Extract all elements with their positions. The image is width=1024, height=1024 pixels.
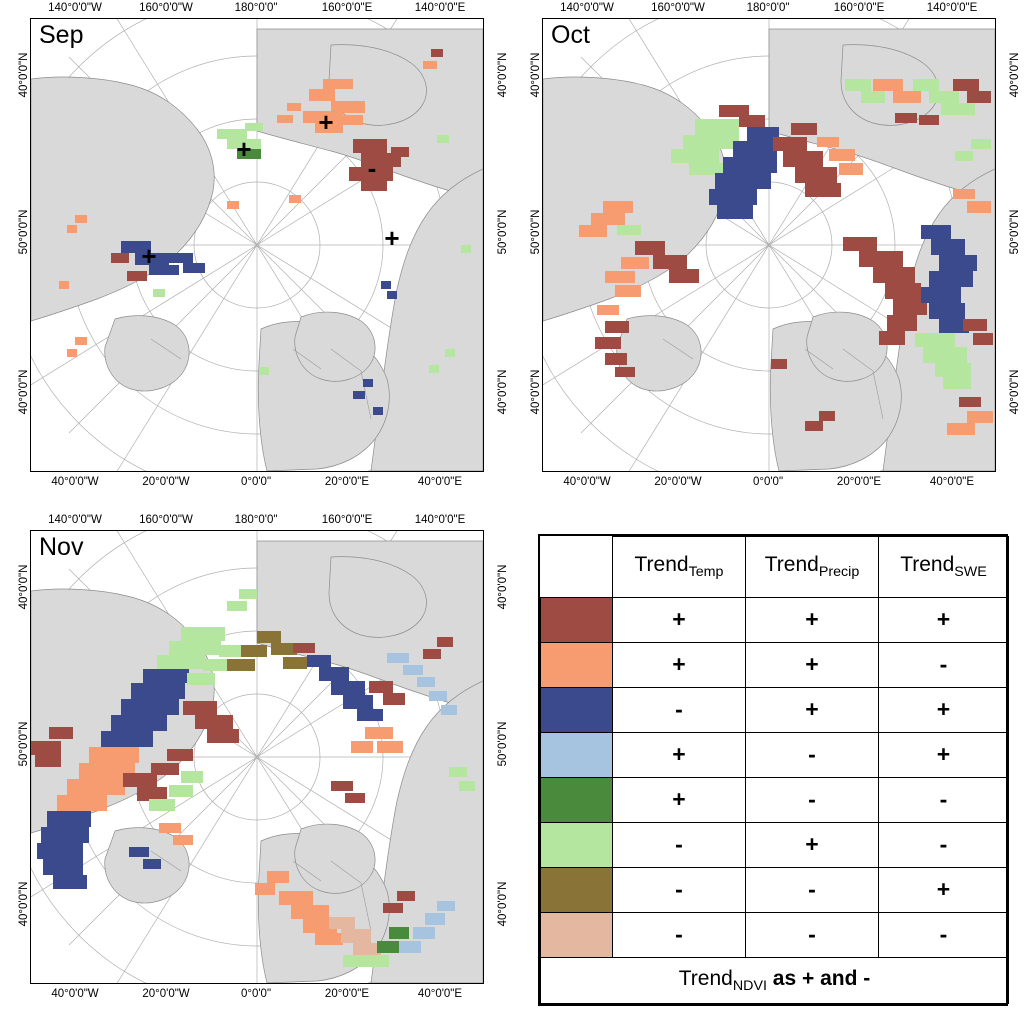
tick-bottom-4: 20°0'0"E [324, 476, 370, 488]
tick-left-2: 50°0'0"N [18, 721, 30, 767]
legend-header-temp [613, 537, 746, 598]
legend-cell-precip-5: - [746, 777, 879, 822]
tick-left-1: 40°0'0"N [530, 52, 542, 98]
tick-left-2: 50°0'0"N [530, 209, 542, 255]
map-graphic-oct [543, 19, 995, 471]
legend-swatch-4 [541, 732, 613, 777]
legend-swatch-2 [541, 642, 613, 687]
tick-left-1: 40°0'0"N [18, 52, 30, 98]
svg-text:+: + [141, 241, 157, 271]
tick-top-4: 160°0'0"E [833, 2, 885, 14]
legend-row [541, 687, 1009, 732]
legend-header-blank [541, 537, 613, 598]
legend-row [541, 777, 1009, 822]
tick-left-1: 40°0'0"N [18, 564, 30, 610]
panel-label-oct: Oct [551, 21, 590, 49]
legend-row [541, 642, 1009, 687]
map-panel-sep [0, 0, 512, 512]
legend-cell-temp-6: - [613, 822, 746, 867]
legend-cell-temp-2: + [613, 642, 746, 687]
legend-cell-swe-3: + [879, 687, 1009, 732]
legend-cell-swe-7: + [879, 867, 1009, 912]
legend-cell-swe-2: - [879, 642, 1009, 687]
svg-text:+: + [236, 134, 252, 164]
legend-swatch-6 [541, 822, 613, 867]
legend-footer-sub: NDVI [732, 978, 767, 995]
legend-header-swe-sub: SWE [954, 564, 987, 581]
tick-bottom-4: 20°0'0"E [324, 988, 370, 1000]
tick-left-3: 40°0'0"N [18, 369, 30, 415]
legend-cell-swe-5: - [879, 777, 1009, 822]
legend-cell-swe-4: + [879, 732, 1009, 777]
panel-label-nov: Nov [39, 533, 84, 561]
tick-right-3: 40°0'0"N [497, 881, 509, 927]
map-panel-nov [0, 512, 512, 1024]
tick-bottom-1: 40°0'0"W [563, 476, 611, 488]
legend-swatch-8 [541, 912, 613, 957]
legend-row [541, 912, 1009, 957]
map-graphic-sep [31, 19, 483, 471]
tick-bottom-3: 0°0'0" [752, 476, 784, 488]
legend-cell-temp-4: + [613, 732, 746, 777]
legend-cell-swe-1: + [879, 597, 1009, 642]
legend-cell-temp-1: + [613, 597, 746, 642]
legend-header-swe [879, 537, 1009, 598]
legend-cell-precip-2: + [746, 642, 879, 687]
legend-header-temp-text: Trend [634, 553, 689, 577]
legend-header-precip [746, 537, 879, 598]
tick-top-3: 180°0'0" [234, 2, 278, 14]
legend-swatch-7 [541, 867, 613, 912]
legend-footer-before: Trend [678, 966, 733, 990]
tick-left-2: 50°0'0"N [18, 209, 30, 255]
tick-bottom-2: 20°0'0"W [654, 476, 702, 488]
svg-text:-: - [367, 153, 377, 183]
legend-header-precip-text: Trend [764, 553, 819, 577]
legend-cell-precip-1: + [746, 597, 879, 642]
tick-bottom-5: 40°0'0"E [929, 476, 975, 488]
tick-top-1: 140°0'0"W [560, 2, 614, 14]
map-panel-oct [512, 0, 1024, 512]
legend-cell-precip-6: + [746, 822, 879, 867]
tick-bottom-4: 20°0'0"E [836, 476, 882, 488]
legend-header-precip-sub: Precip [818, 564, 860, 581]
map-frame-sep [30, 18, 484, 472]
tick-bottom-5: 40°0'0"E [417, 476, 463, 488]
tick-right-2: 50°0'0"N [497, 209, 509, 255]
tick-bottom-2: 20°0'0"W [142, 988, 190, 1000]
legend-row [541, 732, 1009, 777]
tick-right-3: 40°0'0"N [1009, 369, 1021, 415]
legend-row [541, 822, 1009, 867]
legend-cell-temp-3: - [613, 687, 746, 732]
tick-bottom-3: 0°0'0" [240, 988, 272, 1000]
tick-top-2: 160°0'0"W [139, 2, 193, 14]
tick-top-2: 160°0'0"W [139, 514, 193, 526]
tick-top-4: 160°0'0"E [321, 514, 373, 526]
legend-cell-temp-8: - [613, 912, 746, 957]
legend-swatch-3 [541, 687, 613, 732]
legend-header-swe-text: Trend [900, 553, 955, 577]
legend-cell-precip-8: - [746, 912, 879, 957]
tick-bottom-1: 40°0'0"W [51, 476, 99, 488]
tick-left-3: 40°0'0"N [530, 369, 542, 415]
tick-bottom-5: 40°0'0"E [417, 988, 463, 1000]
tick-bottom-2: 20°0'0"W [142, 476, 190, 488]
map-graphic-nov [31, 531, 483, 983]
tick-right-2: 50°0'0"N [1009, 209, 1021, 255]
legend-cell-precip-3: + [746, 687, 879, 732]
legend-footer-after: as + and - [766, 966, 871, 990]
legend-cell-swe-8: - [879, 912, 1009, 957]
tick-top-3: 180°0'0" [746, 2, 790, 14]
tick-right-1: 40°0'0"N [497, 52, 509, 98]
tick-right-1: 40°0'0"N [1009, 52, 1021, 98]
legend-table [538, 534, 1008, 1006]
legend-cell-precip-7: - [746, 867, 879, 912]
tick-top-5: 140°0'0"E [414, 2, 466, 14]
tick-right-3: 40°0'0"N [497, 369, 509, 415]
map-frame-nov [30, 530, 484, 984]
legend-cell-precip-4: - [746, 732, 879, 777]
legend-cell-temp-5: + [613, 777, 746, 822]
legend-swatch-5 [541, 777, 613, 822]
tick-top-3: 180°0'0" [234, 514, 278, 526]
legend-cell-temp-7: - [613, 867, 746, 912]
tick-left-3: 40°0'0"N [18, 881, 30, 927]
panel-label-sep: Sep [39, 21, 84, 49]
tick-top-1: 140°0'0"W [48, 514, 102, 526]
tick-bottom-1: 40°0'0"W [51, 988, 99, 1000]
tick-bottom-3: 0°0'0" [240, 476, 272, 488]
legend-swatch-1 [541, 597, 613, 642]
tick-top-5: 140°0'0"E [926, 2, 978, 14]
svg-text:+: + [384, 223, 400, 253]
tick-top-2: 160°0'0"W [651, 2, 705, 14]
tick-top-5: 140°0'0"E [414, 514, 466, 526]
tick-right-1: 40°0'0"N [497, 564, 509, 610]
legend-row [541, 867, 1009, 912]
legend-footer [541, 957, 1009, 1003]
map-frame-oct [542, 18, 996, 472]
svg-text:+: + [318, 107, 334, 137]
legend-header-temp-sub: Temp [688, 564, 724, 581]
legend-cell-swe-6: - [879, 822, 1009, 867]
tick-right-2: 50°0'0"N [497, 721, 509, 767]
legend-row [541, 597, 1009, 642]
tick-top-4: 160°0'0"E [321, 2, 373, 14]
tick-top-1: 140°0'0"W [48, 2, 102, 14]
